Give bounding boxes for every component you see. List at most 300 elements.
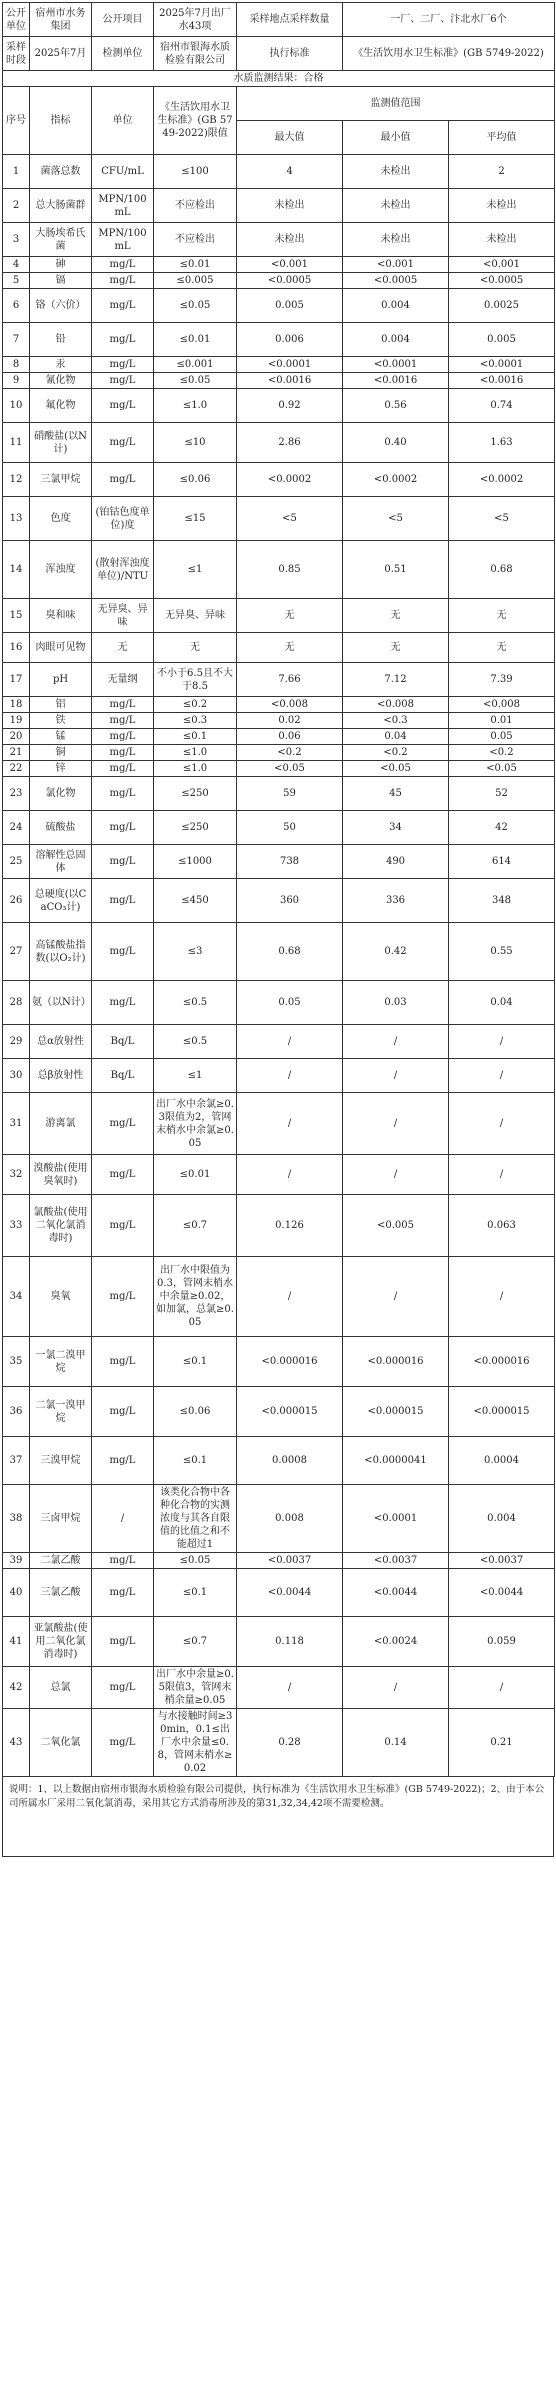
cell-unit: (铂钴色度单位)度: [92, 497, 154, 541]
cell-name: 锰: [30, 729, 92, 745]
cell-avg: /: [449, 1155, 555, 1195]
cell-max: 50: [237, 811, 343, 845]
cell-avg: <0.0016: [449, 373, 555, 389]
cell-unit: mg/L: [92, 357, 154, 373]
cell-name: 氨（以N计）: [30, 981, 92, 1025]
project-value: 2025年7月出厂水43项: [154, 3, 237, 37]
cell-no: 31: [3, 1093, 30, 1155]
cell-min: /: [343, 1257, 449, 1337]
cell-limit: ≤0.01: [154, 1155, 237, 1195]
cell-unit: mg/L: [92, 879, 154, 923]
cell-min: <0.005: [343, 1195, 449, 1257]
cell-name: pH: [30, 663, 92, 697]
cell-avg: 42: [449, 811, 555, 845]
cell-unit: mg/L: [92, 289, 154, 323]
cell-avg: 614: [449, 845, 555, 879]
cell-no: 17: [3, 663, 30, 697]
cell-min: 0.56: [343, 389, 449, 423]
agency-label: 检测单位: [92, 37, 154, 71]
cell-limit: 与水接触时间≥30min，0.1≤出厂水中余量≤0.8，管网末梢水≥0.02: [154, 1709, 237, 1777]
period-label: 采样时段: [3, 37, 30, 71]
cell-max: <0.0016: [237, 373, 343, 389]
table-row: [3, 1709, 555, 1777]
cell-min: 未检出: [343, 155, 449, 189]
table-row: [3, 1337, 555, 1387]
table-row: [3, 323, 555, 357]
cell-no: 24: [3, 811, 30, 845]
cell-max: /: [237, 1093, 343, 1155]
cell-min: 0.42: [343, 923, 449, 981]
cell-max: <0.0001: [237, 357, 343, 373]
cell-avg: 0.21: [449, 1709, 555, 1777]
agency-value: 宿州市银海水质检验有限公司: [154, 37, 237, 71]
standard-value: 《生活饮用水卫生标准》(GB 5749-2022): [343, 37, 555, 71]
col-max: 最大值: [237, 121, 343, 155]
cell-limit: ≤0.05: [154, 289, 237, 323]
cell-max: 0.06: [237, 729, 343, 745]
cell-no: 40: [3, 1569, 30, 1617]
cell-limit: ≤0.05: [154, 1553, 237, 1569]
cell-limit: ≤0.7: [154, 1617, 237, 1667]
table-row: [3, 879, 555, 923]
cell-max: 0.92: [237, 389, 343, 423]
col-name: 指标: [30, 87, 92, 155]
cell-unit: mg/L: [92, 981, 154, 1025]
cell-avg: 0.004: [449, 1485, 555, 1553]
table-row: [3, 777, 555, 811]
cell-max: <0.000016: [237, 1337, 343, 1387]
cell-no: 37: [3, 1437, 30, 1485]
cell-limit: ≤0.7: [154, 1195, 237, 1257]
cell-unit: mg/L: [92, 323, 154, 357]
cell-unit: mg/L: [92, 1387, 154, 1437]
cell-name: 总α放射性: [30, 1025, 92, 1059]
column-header-row: [3, 87, 555, 121]
cell-no: 22: [3, 761, 30, 777]
cell-no: 10: [3, 389, 30, 423]
cell-max: 0.006: [237, 323, 343, 357]
cell-name: 三氯甲烷: [30, 463, 92, 497]
cell-name: 铬（六价）: [30, 289, 92, 323]
cell-unit: mg/L: [92, 923, 154, 981]
cell-limit: 该类化合物中各种化合物的实测浓度与其各自限值的比值之和不能超过1: [154, 1485, 237, 1553]
table-row: [3, 633, 555, 663]
cell-name: 一氯二溴甲烷: [30, 1337, 92, 1387]
cell-max: 无: [237, 633, 343, 663]
cell-no: 34: [3, 1257, 30, 1337]
cell-name: 三溴甲烷: [30, 1437, 92, 1485]
cell-no: 2: [3, 189, 30, 223]
cell-limit: ≤0.2: [154, 697, 237, 713]
table-row: [3, 1059, 555, 1093]
table-row: [3, 923, 555, 981]
cell-name: 二氯一溴甲烷: [30, 1387, 92, 1437]
table-row: [3, 257, 555, 273]
cell-name: 汞: [30, 357, 92, 373]
table-row: [3, 497, 555, 541]
cell-limit: 无异臭、异味: [154, 599, 237, 633]
cell-avg: 2: [449, 155, 555, 189]
cell-no: 6: [3, 289, 30, 323]
cell-max: 0.28: [237, 1709, 343, 1777]
cell-no: 19: [3, 713, 30, 729]
cell-no: 12: [3, 463, 30, 497]
cell-avg: 1.63: [449, 423, 555, 463]
cell-name: 总硬度(以CaCO₃计): [30, 879, 92, 923]
cell-avg: /: [449, 1093, 555, 1155]
cell-avg: 0.0025: [449, 289, 555, 323]
cell-max: <5: [237, 497, 343, 541]
cell-name: 二氯乙酸: [30, 1553, 92, 1569]
cell-avg: <0.008: [449, 697, 555, 713]
table-row: [3, 811, 555, 845]
cell-limit: ≤0.1: [154, 1337, 237, 1387]
cell-max: 0.85: [237, 541, 343, 599]
table-row: [3, 273, 555, 289]
cell-limit: ≤0.005: [154, 273, 237, 289]
cell-avg: <0.2: [449, 745, 555, 761]
table-row: [3, 1257, 555, 1337]
cell-no: 26: [3, 879, 30, 923]
header-row-2: [3, 37, 555, 71]
col-unit: 单位: [92, 87, 154, 155]
cell-avg: 0.74: [449, 389, 555, 423]
cell-no: 11: [3, 423, 30, 463]
cell-unit: mg/L: [92, 373, 154, 389]
table-row: [3, 1195, 555, 1257]
result-text: 水质监测结果：合格: [3, 71, 555, 87]
location-value: 一厂、二厂、汴北水厂6个: [343, 3, 555, 37]
cell-no: 16: [3, 633, 30, 663]
cell-limit: ≤1: [154, 541, 237, 599]
cell-no: 27: [3, 923, 30, 981]
table-row: [3, 761, 555, 777]
cell-min: <0.0037: [343, 1553, 449, 1569]
cell-no: 29: [3, 1025, 30, 1059]
cell-min: <0.0044: [343, 1569, 449, 1617]
cell-min: <0.000015: [343, 1387, 449, 1437]
table-row: [3, 1667, 555, 1709]
cell-limit: ≤1.0: [154, 745, 237, 761]
cell-limit: ≤1.0: [154, 761, 237, 777]
cell-max: 0.118: [237, 1617, 343, 1667]
cell-name: 二氧化氯: [30, 1709, 92, 1777]
cell-min: <0.0001: [343, 1485, 449, 1553]
cell-unit: mg/L: [92, 761, 154, 777]
cell-limit: ≤0.06: [154, 463, 237, 497]
table-row: [3, 541, 555, 599]
table-row: [3, 1553, 555, 1569]
cell-limit: ≤1000: [154, 845, 237, 879]
cell-name: 臭和味: [30, 599, 92, 633]
cell-name: 菌落总数: [30, 155, 92, 189]
cell-no: 39: [3, 1553, 30, 1569]
cell-avg: 0.04: [449, 981, 555, 1025]
table-row: [3, 729, 555, 745]
cell-name: 氟化物: [30, 389, 92, 423]
cell-unit: Bq/L: [92, 1059, 154, 1093]
cell-unit: MPN/100mL: [92, 189, 154, 223]
cell-unit: CFU/mL: [92, 155, 154, 189]
table-row: [3, 1485, 555, 1553]
cell-no: 7: [3, 323, 30, 357]
cell-name: 铅: [30, 323, 92, 357]
table-row: [3, 745, 555, 761]
cell-avg: 0.55: [449, 923, 555, 981]
table-row: [3, 463, 555, 497]
cell-unit: mg/L: [92, 729, 154, 745]
project-label: 公开项目: [92, 3, 154, 37]
cell-no: 41: [3, 1617, 30, 1667]
cell-no: 21: [3, 745, 30, 761]
cell-max: <0.000015: [237, 1387, 343, 1437]
cell-name: 色度: [30, 497, 92, 541]
cell-unit: mg/L: [92, 1195, 154, 1257]
cell-unit: mg/L: [92, 1569, 154, 1617]
cell-avg: <0.0001: [449, 357, 555, 373]
cell-limit: ≤0.1: [154, 729, 237, 745]
cell-name: 浑浊度: [30, 541, 92, 599]
unit-value: 宿州市水务集团: [30, 3, 92, 37]
cell-avg: 0.01: [449, 713, 555, 729]
cell-unit: mg/L: [92, 1337, 154, 1387]
cell-no: 35: [3, 1337, 30, 1387]
cell-no: 20: [3, 729, 30, 745]
cell-name: 铜: [30, 745, 92, 761]
cell-avg: <5: [449, 497, 555, 541]
cell-min: <0.008: [343, 697, 449, 713]
cell-max: <0.0005: [237, 273, 343, 289]
cell-avg: 无: [449, 599, 555, 633]
cell-unit: mg/L: [92, 1155, 154, 1195]
cell-avg: 0.05: [449, 729, 555, 745]
cell-min: <0.001: [343, 257, 449, 273]
cell-avg: 0.063: [449, 1195, 555, 1257]
cell-min: <0.000016: [343, 1337, 449, 1387]
cell-max: /: [237, 1059, 343, 1093]
cell-name: 大肠埃希氏菌: [30, 223, 92, 257]
cell-no: 15: [3, 599, 30, 633]
cell-unit: mg/L: [92, 811, 154, 845]
cell-min: 0.03: [343, 981, 449, 1025]
cell-limit: ≤0.05: [154, 373, 237, 389]
cell-no: 38: [3, 1485, 30, 1553]
table-row: [3, 663, 555, 697]
cell-limit: ≤0.01: [154, 257, 237, 273]
table-row: [3, 389, 555, 423]
cell-no: 5: [3, 273, 30, 289]
cell-avg: 0.68: [449, 541, 555, 599]
cell-name: 溴酸盐(使用臭氧时): [30, 1155, 92, 1195]
cell-limit: 无: [154, 633, 237, 663]
cell-unit: mg/L: [92, 1093, 154, 1155]
cell-min: /: [343, 1025, 449, 1059]
cell-no: 33: [3, 1195, 30, 1257]
cell-unit: mg/L: [92, 777, 154, 811]
cell-unit: mg/L: [92, 1617, 154, 1667]
cell-min: /: [343, 1093, 449, 1155]
cell-min: <0.0001: [343, 357, 449, 373]
cell-max: 0.005: [237, 289, 343, 323]
cell-min: 0.40: [343, 423, 449, 463]
cell-no: 13: [3, 497, 30, 541]
cell-name: 游离氯: [30, 1093, 92, 1155]
result-row: [3, 71, 555, 87]
table-row: [3, 155, 555, 189]
cell-no: 30: [3, 1059, 30, 1093]
cell-limit: ≤0.5: [154, 1025, 237, 1059]
cell-max: /: [237, 1257, 343, 1337]
cell-min: <0.0002: [343, 463, 449, 497]
cell-unit: mg/L: [92, 1437, 154, 1485]
table-row: [3, 1569, 555, 1617]
cell-avg: 0.059: [449, 1617, 555, 1667]
cell-min: 无: [343, 599, 449, 633]
col-min: 最小值: [343, 121, 449, 155]
table-row: [3, 697, 555, 713]
cell-max: 738: [237, 845, 343, 879]
cell-avg: <0.000016: [449, 1337, 555, 1387]
cell-name: 氰化物: [30, 373, 92, 389]
cell-avg: 348: [449, 879, 555, 923]
cell-no: 1: [3, 155, 30, 189]
cell-min: 未检出: [343, 189, 449, 223]
cell-limit: ≤1.0: [154, 389, 237, 423]
cell-limit: ≤15: [154, 497, 237, 541]
cell-min: 无: [343, 633, 449, 663]
cell-no: 42: [3, 1667, 30, 1709]
cell-unit: mg/L: [92, 423, 154, 463]
cell-limit: ≤0.001: [154, 357, 237, 373]
cell-max: 未检出: [237, 223, 343, 257]
cell-min: <0.0000041: [343, 1437, 449, 1485]
cell-limit: 不小于6.5且不大于8.5: [154, 663, 237, 697]
cell-avg: /: [449, 1257, 555, 1337]
cell-avg: <0.05: [449, 761, 555, 777]
table-row: [3, 1025, 555, 1059]
cell-max: <0.05: [237, 761, 343, 777]
cell-name: 臭氧: [30, 1257, 92, 1337]
cell-name: 镉: [30, 273, 92, 289]
period-value: 2025年7月: [30, 37, 92, 71]
cell-min: <0.05: [343, 761, 449, 777]
cell-limit: ≤0.1: [154, 1569, 237, 1617]
cell-name: 总氯: [30, 1667, 92, 1709]
cell-max: 无: [237, 599, 343, 633]
cell-no: 28: [3, 981, 30, 1025]
cell-limit: ≤10: [154, 423, 237, 463]
table-row: [3, 423, 555, 463]
cell-max: 0.02: [237, 713, 343, 729]
cell-min: /: [343, 1059, 449, 1093]
cell-name: 锌: [30, 761, 92, 777]
cell-limit: 出厂水中余量≥0.5限值3，管网末梢余量≥0.05: [154, 1667, 237, 1709]
cell-max: 4: [237, 155, 343, 189]
cell-max: <0.001: [237, 257, 343, 273]
cell-name: 总大肠菌群: [30, 189, 92, 223]
cell-min: 490: [343, 845, 449, 879]
cell-no: 43: [3, 1709, 30, 1777]
cell-avg: 0.005: [449, 323, 555, 357]
cell-limit: 不应检出: [154, 189, 237, 223]
cell-unit: mg/L: [92, 273, 154, 289]
cell-no: 4: [3, 257, 30, 273]
cell-min: 0.04: [343, 729, 449, 745]
cell-max: 0.05: [237, 981, 343, 1025]
cell-max: /: [237, 1667, 343, 1709]
cell-name: 氯化物: [30, 777, 92, 811]
cell-min: /: [343, 1155, 449, 1195]
cell-avg: /: [449, 1059, 555, 1093]
cell-no: 14: [3, 541, 30, 599]
cell-unit: mg/L: [92, 745, 154, 761]
cell-limit: ≤100: [154, 155, 237, 189]
cell-limit: ≤1: [154, 1059, 237, 1093]
cell-max: 2.86: [237, 423, 343, 463]
cell-avg: 0.0004: [449, 1437, 555, 1485]
cell-avg: 未检出: [449, 223, 555, 257]
cell-name: 氯酸盐(使用二氧化氯消毒时): [30, 1195, 92, 1257]
cell-avg: 7.39: [449, 663, 555, 697]
table-row: [3, 189, 555, 223]
cell-name: 高锰酸盐指数(以O₂计): [30, 923, 92, 981]
cell-avg: 无: [449, 633, 555, 663]
col-range: 监测值范围: [237, 87, 555, 121]
cell-max: 未检出: [237, 189, 343, 223]
cell-name: 硝酸盐(以N计): [30, 423, 92, 463]
cell-no: 32: [3, 1155, 30, 1195]
cell-avg: <0.0002: [449, 463, 555, 497]
cell-name: 铝: [30, 697, 92, 713]
cell-avg: <0.001: [449, 257, 555, 273]
cell-name: 砷: [30, 257, 92, 273]
cell-unit: mg/L: [92, 1257, 154, 1337]
cell-max: <0.0002: [237, 463, 343, 497]
cell-name: 溶解性总固体: [30, 845, 92, 879]
header-row-1: [3, 3, 555, 37]
cell-no: 9: [3, 373, 30, 389]
cell-max: 59: [237, 777, 343, 811]
cell-avg: <0.0037: [449, 1553, 555, 1569]
cell-min: 0.004: [343, 323, 449, 357]
cell-unit: Bq/L: [92, 1025, 154, 1059]
cell-no: 3: [3, 223, 30, 257]
table-row: [3, 1387, 555, 1437]
cell-unit: mg/L: [92, 1553, 154, 1569]
water-quality-report: [2, 2, 554, 1857]
cell-min: /: [343, 1667, 449, 1709]
cell-name: 亚氯酸盐(使用二氧化氯消毒时): [30, 1617, 92, 1667]
table-row: [3, 845, 555, 879]
cell-min: 0.14: [343, 1709, 449, 1777]
cell-name: 总β放射性: [30, 1059, 92, 1093]
cell-max: /: [237, 1025, 343, 1059]
cell-unit: /: [92, 1485, 154, 1553]
table-row: [3, 1155, 555, 1195]
table-row: [3, 1617, 555, 1667]
cell-min: <5: [343, 497, 449, 541]
cell-unit: mg/L: [92, 1667, 154, 1709]
cell-unit: mg/L: [92, 697, 154, 713]
cell-unit: 无异臭、异味: [92, 599, 154, 633]
cell-unit: mg/L: [92, 845, 154, 879]
col-avg: 平均值: [449, 121, 555, 155]
cell-limit: ≤250: [154, 811, 237, 845]
cell-no: 25: [3, 845, 30, 879]
table-row: [3, 1093, 555, 1155]
table-row: [3, 981, 555, 1025]
cell-unit: mg/L: [92, 257, 154, 273]
